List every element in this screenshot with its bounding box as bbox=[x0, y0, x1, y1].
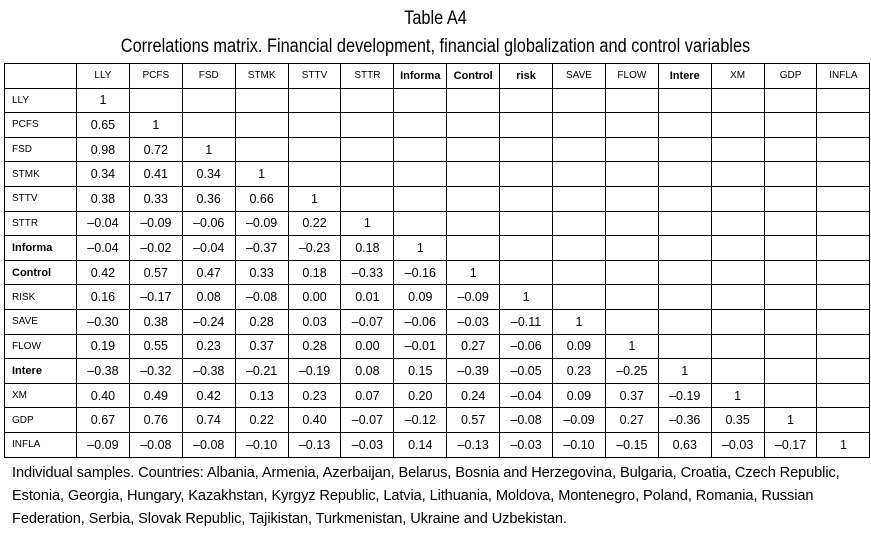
correlation-cell: –0.17 bbox=[764, 432, 817, 457]
empty-cell bbox=[341, 137, 394, 162]
correlation-cell: 1 bbox=[129, 113, 182, 138]
correlation-cell: 1 bbox=[288, 186, 341, 211]
correlation-cell: 1 bbox=[77, 88, 130, 113]
correlation-cell: 0.09 bbox=[553, 334, 606, 359]
correlation-cell: 0.33 bbox=[129, 186, 182, 211]
correlation-cell: 0.35 bbox=[711, 408, 764, 433]
correlation-cell: 0.42 bbox=[182, 383, 235, 408]
row-label: Informa bbox=[5, 236, 77, 261]
row-label: PCFS bbox=[5, 113, 77, 138]
correlation-cell: –0.03 bbox=[341, 432, 394, 457]
table-row bbox=[5, 383, 870, 408]
empty-cell bbox=[764, 211, 817, 236]
empty-cell bbox=[341, 186, 394, 211]
empty-cell bbox=[658, 285, 711, 310]
correlation-cell: 0.38 bbox=[129, 309, 182, 334]
row-label: XM bbox=[5, 383, 77, 408]
table-row bbox=[5, 186, 870, 211]
correlation-cell: –0.25 bbox=[605, 359, 658, 384]
correlation-cell: –0.04 bbox=[77, 236, 130, 261]
column-header: Informa bbox=[394, 64, 447, 89]
row-label: STMK bbox=[5, 162, 77, 187]
correlation-cell: –0.09 bbox=[553, 408, 606, 433]
empty-cell bbox=[658, 162, 711, 187]
empty-cell bbox=[711, 137, 764, 162]
correlation-cell: 0.23 bbox=[553, 359, 606, 384]
empty-cell bbox=[235, 113, 288, 138]
correlation-cell: –0.38 bbox=[77, 359, 130, 384]
row-label: STTR bbox=[5, 211, 77, 236]
empty-cell bbox=[553, 88, 606, 113]
empty-cell bbox=[817, 383, 870, 408]
correlation-cell: 0.67 bbox=[77, 408, 130, 433]
table-row bbox=[5, 334, 870, 359]
empty-cell bbox=[394, 162, 447, 187]
correlation-cell: 0.98 bbox=[77, 137, 130, 162]
empty-cell bbox=[817, 236, 870, 261]
empty-cell bbox=[817, 211, 870, 236]
correlation-cell: –0.11 bbox=[500, 309, 553, 334]
correlation-cell: 0.28 bbox=[288, 334, 341, 359]
correlation-cell: 0.19 bbox=[77, 334, 130, 359]
correlation-cell: 0.24 bbox=[447, 383, 500, 408]
empty-cell bbox=[658, 236, 711, 261]
empty-cell bbox=[605, 309, 658, 334]
empty-cell bbox=[500, 236, 553, 261]
empty-cell bbox=[288, 113, 341, 138]
empty-cell bbox=[817, 285, 870, 310]
empty-cell bbox=[447, 113, 500, 138]
empty-cell bbox=[447, 236, 500, 261]
empty-cell bbox=[394, 113, 447, 138]
empty-cell bbox=[764, 359, 817, 384]
row-label: RISK bbox=[5, 285, 77, 310]
correlation-cell: 1 bbox=[500, 285, 553, 310]
header-row bbox=[5, 64, 870, 89]
correlation-cell: –0.33 bbox=[341, 260, 394, 285]
empty-cell bbox=[605, 260, 658, 285]
empty-cell bbox=[447, 162, 500, 187]
empty-cell bbox=[553, 285, 606, 310]
table-row bbox=[5, 408, 870, 433]
correlation-cell: 1 bbox=[817, 432, 870, 457]
table-note: Individual samples. Countries: Albania, Armenia, Azerbaijan, Belarus, Bosnia and Herzegovina, Bulgaria, Croatia, Czech Republic, Estonia, Georgia, Hungary, Kazakhstan, Kyrgyz Republic, Latvia, Lithuania, Moldova, Montenegro, Poland, Romania, Russian Federation, Serbia, Slovak Republic, Tajikistan, Turkmenistan, Ukraine and Uzbekistan. bbox=[12, 465, 840, 527]
correlation-cell: –0.10 bbox=[235, 432, 288, 457]
empty-cell bbox=[764, 113, 817, 138]
empty-cell bbox=[764, 285, 817, 310]
empty-cell bbox=[394, 211, 447, 236]
column-header: SAVE bbox=[553, 64, 606, 89]
empty-cell bbox=[658, 137, 711, 162]
correlation-cell: 0.08 bbox=[182, 285, 235, 310]
row-label: SAVE bbox=[5, 309, 77, 334]
empty-cell bbox=[553, 137, 606, 162]
empty-cell bbox=[341, 113, 394, 138]
correlation-cell: –0.09 bbox=[129, 211, 182, 236]
correlation-cell: –0.19 bbox=[658, 383, 711, 408]
empty-cell bbox=[658, 309, 711, 334]
empty-cell bbox=[605, 186, 658, 211]
row-label: Control bbox=[5, 260, 77, 285]
empty-cell bbox=[711, 285, 764, 310]
empty-cell bbox=[605, 88, 658, 113]
correlation-cell: –0.32 bbox=[129, 359, 182, 384]
correlation-cell: –0.03 bbox=[711, 432, 764, 457]
empty-cell bbox=[235, 88, 288, 113]
empty-cell bbox=[764, 383, 817, 408]
empty-cell bbox=[764, 334, 817, 359]
empty-cell bbox=[711, 113, 764, 138]
table-row bbox=[5, 359, 870, 384]
correlation-cell: –0.23 bbox=[288, 236, 341, 261]
empty-cell bbox=[341, 162, 394, 187]
correlation-cell: –0.38 bbox=[182, 359, 235, 384]
column-header: risk bbox=[500, 64, 553, 89]
correlation-cell: 0.22 bbox=[235, 408, 288, 433]
correlation-cell: 0.07 bbox=[341, 383, 394, 408]
empty-cell bbox=[605, 236, 658, 261]
empty-cell bbox=[817, 359, 870, 384]
correlation-cell: –0.03 bbox=[447, 309, 500, 334]
correlation-cell: –0.09 bbox=[77, 432, 130, 457]
correlation-cell: 0.27 bbox=[605, 408, 658, 433]
empty-cell bbox=[553, 211, 606, 236]
correlation-cell: 0.38 bbox=[77, 186, 130, 211]
correlation-cell: –0.04 bbox=[182, 236, 235, 261]
correlation-cell: 1 bbox=[764, 408, 817, 433]
empty-cell bbox=[658, 260, 711, 285]
table-row bbox=[5, 432, 870, 457]
empty-cell bbox=[447, 88, 500, 113]
empty-cell bbox=[288, 162, 341, 187]
correlation-cell: –0.04 bbox=[77, 211, 130, 236]
correlation-cell: 0.41 bbox=[129, 162, 182, 187]
empty-cell bbox=[500, 260, 553, 285]
correlation-cell: 0.57 bbox=[129, 260, 182, 285]
correlation-cell: 0.15 bbox=[394, 359, 447, 384]
empty-cell bbox=[764, 162, 817, 187]
correlation-cell: –0.08 bbox=[235, 285, 288, 310]
column-header: Control bbox=[447, 64, 500, 89]
empty-cell bbox=[500, 88, 553, 113]
correlation-cell: –0.13 bbox=[288, 432, 341, 457]
empty-cell bbox=[288, 137, 341, 162]
correlation-cell: 1 bbox=[711, 383, 764, 408]
empty-cell bbox=[553, 186, 606, 211]
empty-cell bbox=[658, 211, 711, 236]
correlation-cell: –0.17 bbox=[129, 285, 182, 310]
empty-cell bbox=[658, 88, 711, 113]
correlation-cell: –0.02 bbox=[129, 236, 182, 261]
empty-cell bbox=[394, 137, 447, 162]
empty-cell bbox=[764, 186, 817, 211]
empty-cell bbox=[447, 211, 500, 236]
empty-cell bbox=[182, 88, 235, 113]
empty-cell bbox=[817, 162, 870, 187]
table-row bbox=[5, 88, 870, 113]
correlation-cell: 0.40 bbox=[288, 408, 341, 433]
correlation-cell: 0.14 bbox=[394, 432, 447, 457]
empty-cell bbox=[553, 260, 606, 285]
table-row bbox=[5, 137, 870, 162]
empty-cell bbox=[711, 162, 764, 187]
empty-cell bbox=[394, 88, 447, 113]
correlation-cell: –0.21 bbox=[235, 359, 288, 384]
row-label: Intere bbox=[5, 359, 77, 384]
empty-cell bbox=[764, 236, 817, 261]
correlation-cell: –0.07 bbox=[341, 408, 394, 433]
correlation-cell: 0.23 bbox=[288, 383, 341, 408]
correlation-cell: –0.37 bbox=[235, 236, 288, 261]
empty-cell bbox=[605, 285, 658, 310]
empty-cell bbox=[764, 137, 817, 162]
empty-cell bbox=[394, 186, 447, 211]
correlation-cell: –0.19 bbox=[288, 359, 341, 384]
correlation-cell: 0.72 bbox=[129, 137, 182, 162]
empty-cell bbox=[605, 113, 658, 138]
row-label: STTV bbox=[5, 186, 77, 211]
correlation-cell: –0.04 bbox=[500, 383, 553, 408]
column-header: LLY bbox=[77, 64, 130, 89]
empty-cell bbox=[235, 137, 288, 162]
empty-cell bbox=[711, 211, 764, 236]
correlation-cell: –0.01 bbox=[394, 334, 447, 359]
correlation-cell: 0.18 bbox=[341, 236, 394, 261]
correlation-cell: 1 bbox=[182, 137, 235, 162]
column-header: STMK bbox=[235, 64, 288, 89]
empty-cell bbox=[553, 236, 606, 261]
table-row bbox=[5, 285, 870, 310]
matrix-body bbox=[5, 88, 870, 457]
correlation-cell: 0.34 bbox=[182, 162, 235, 187]
correlation-cell: 0.09 bbox=[394, 285, 447, 310]
column-header: STTV bbox=[288, 64, 341, 89]
row-label: FLOW bbox=[5, 334, 77, 359]
correlation-cell: 0.63 bbox=[658, 432, 711, 457]
correlation-cell: 1 bbox=[658, 359, 711, 384]
empty-cell bbox=[711, 236, 764, 261]
correlation-cell: 0.18 bbox=[288, 260, 341, 285]
correlation-cell: –0.08 bbox=[129, 432, 182, 457]
corner-cell bbox=[5, 64, 77, 89]
correlation-cell: 0.40 bbox=[77, 383, 130, 408]
correlation-cell: 0.47 bbox=[182, 260, 235, 285]
column-header: PCFS bbox=[129, 64, 182, 89]
correlation-cell: –0.39 bbox=[447, 359, 500, 384]
correlation-cell: –0.09 bbox=[235, 211, 288, 236]
correlation-cell: 0.09 bbox=[553, 383, 606, 408]
correlation-cell: 0.49 bbox=[129, 383, 182, 408]
correlation-cell: 0.28 bbox=[235, 309, 288, 334]
correlation-cell: –0.06 bbox=[500, 334, 553, 359]
empty-cell bbox=[711, 359, 764, 384]
column-header: INFLA bbox=[817, 64, 870, 89]
empty-cell bbox=[605, 137, 658, 162]
table-row bbox=[5, 309, 870, 334]
correlation-cell: 0.55 bbox=[129, 334, 182, 359]
column-header: FLOW bbox=[605, 64, 658, 89]
empty-cell bbox=[658, 113, 711, 138]
empty-cell bbox=[658, 334, 711, 359]
correlation-cell: 1 bbox=[235, 162, 288, 187]
correlation-cell: –0.10 bbox=[553, 432, 606, 457]
correlation-cell: –0.24 bbox=[182, 309, 235, 334]
correlation-cell: 1 bbox=[341, 211, 394, 236]
correlation-cell: 0.20 bbox=[394, 383, 447, 408]
empty-cell bbox=[500, 162, 553, 187]
correlation-cell: 0.13 bbox=[235, 383, 288, 408]
correlation-cell: 0.23 bbox=[182, 334, 235, 359]
empty-cell bbox=[764, 88, 817, 113]
correlation-cell: –0.12 bbox=[394, 408, 447, 433]
table-row bbox=[5, 211, 870, 236]
correlation-cell: 1 bbox=[553, 309, 606, 334]
empty-cell bbox=[129, 88, 182, 113]
empty-cell bbox=[553, 113, 606, 138]
empty-cell bbox=[711, 88, 764, 113]
column-header: Intere bbox=[658, 64, 711, 89]
empty-cell bbox=[553, 162, 606, 187]
column-header: FSD bbox=[182, 64, 235, 89]
row-label: GDP bbox=[5, 408, 77, 433]
empty-cell bbox=[817, 113, 870, 138]
correlation-cell: 0.33 bbox=[235, 260, 288, 285]
correlation-cell: 0.16 bbox=[77, 285, 130, 310]
correlation-cell: 0.00 bbox=[288, 285, 341, 310]
correlation-cell: 0.27 bbox=[447, 334, 500, 359]
table-subtitle: Correlations matrix. Financial development, financial globalization and control variables bbox=[120, 36, 751, 57]
correlation-cell: 1 bbox=[605, 334, 658, 359]
empty-cell bbox=[500, 186, 553, 211]
empty-cell bbox=[605, 211, 658, 236]
column-header: GDP bbox=[764, 64, 817, 89]
empty-cell bbox=[500, 211, 553, 236]
empty-cell bbox=[447, 137, 500, 162]
correlation-cell: 0.01 bbox=[341, 285, 394, 310]
correlation-cell: –0.07 bbox=[341, 309, 394, 334]
correlation-cell: –0.30 bbox=[77, 309, 130, 334]
empty-cell bbox=[817, 408, 870, 433]
empty-cell bbox=[182, 113, 235, 138]
correlation-cell: –0.06 bbox=[394, 309, 447, 334]
correlation-cell: 0.22 bbox=[288, 211, 341, 236]
correlation-cell: 0.08 bbox=[341, 359, 394, 384]
empty-cell bbox=[711, 186, 764, 211]
empty-cell bbox=[500, 137, 553, 162]
correlation-cell: –0.15 bbox=[605, 432, 658, 457]
correlation-cell: 0.76 bbox=[129, 408, 182, 433]
empty-cell bbox=[817, 309, 870, 334]
correlation-cell: –0.06 bbox=[182, 211, 235, 236]
correlation-cell: 0.57 bbox=[447, 408, 500, 433]
empty-cell bbox=[711, 334, 764, 359]
table-row bbox=[5, 260, 870, 285]
correlation-cell: 0.65 bbox=[77, 113, 130, 138]
correlation-cell: 0.00 bbox=[341, 334, 394, 359]
correlation-cell: 0.42 bbox=[77, 260, 130, 285]
empty-cell bbox=[288, 88, 341, 113]
correlation-cell: –0.08 bbox=[500, 408, 553, 433]
empty-cell bbox=[500, 113, 553, 138]
empty-cell bbox=[817, 260, 870, 285]
correlation-cell: –0.05 bbox=[500, 359, 553, 384]
empty-cell bbox=[711, 260, 764, 285]
correlation-cell: 0.74 bbox=[182, 408, 235, 433]
correlation-cell: 0.36 bbox=[182, 186, 235, 211]
correlation-cell: –0.13 bbox=[447, 432, 500, 457]
column-header: STTR bbox=[341, 64, 394, 89]
empty-cell bbox=[764, 309, 817, 334]
correlation-cell: 1 bbox=[447, 260, 500, 285]
empty-cell bbox=[447, 186, 500, 211]
empty-cell bbox=[341, 88, 394, 113]
table-row bbox=[5, 113, 870, 138]
table-row bbox=[5, 162, 870, 187]
empty-cell bbox=[711, 309, 764, 334]
correlation-matrix-table bbox=[4, 63, 870, 458]
correlation-cell: 0.34 bbox=[77, 162, 130, 187]
row-label: LLY bbox=[5, 88, 77, 113]
table-row bbox=[5, 236, 870, 261]
correlation-cell: –0.16 bbox=[394, 260, 447, 285]
empty-cell bbox=[764, 260, 817, 285]
empty-cell bbox=[817, 334, 870, 359]
correlation-cell: 0.37 bbox=[235, 334, 288, 359]
row-label: FSD bbox=[5, 137, 77, 162]
correlation-cell: –0.03 bbox=[500, 432, 553, 457]
column-header: XM bbox=[711, 64, 764, 89]
correlation-cell: 0.66 bbox=[235, 186, 288, 211]
correlation-cell: 0.03 bbox=[288, 309, 341, 334]
correlation-cell: –0.08 bbox=[182, 432, 235, 457]
empty-cell bbox=[658, 186, 711, 211]
empty-cell bbox=[817, 88, 870, 113]
row-label: INFLA bbox=[5, 432, 77, 457]
table-title: Table A4 bbox=[404, 8, 467, 29]
empty-cell bbox=[605, 162, 658, 187]
empty-cell bbox=[817, 137, 870, 162]
correlation-cell: –0.09 bbox=[447, 285, 500, 310]
empty-cell bbox=[817, 186, 870, 211]
correlation-cell: –0.36 bbox=[658, 408, 711, 433]
correlation-cell: 1 bbox=[394, 236, 447, 261]
correlation-cell: 0.37 bbox=[605, 383, 658, 408]
